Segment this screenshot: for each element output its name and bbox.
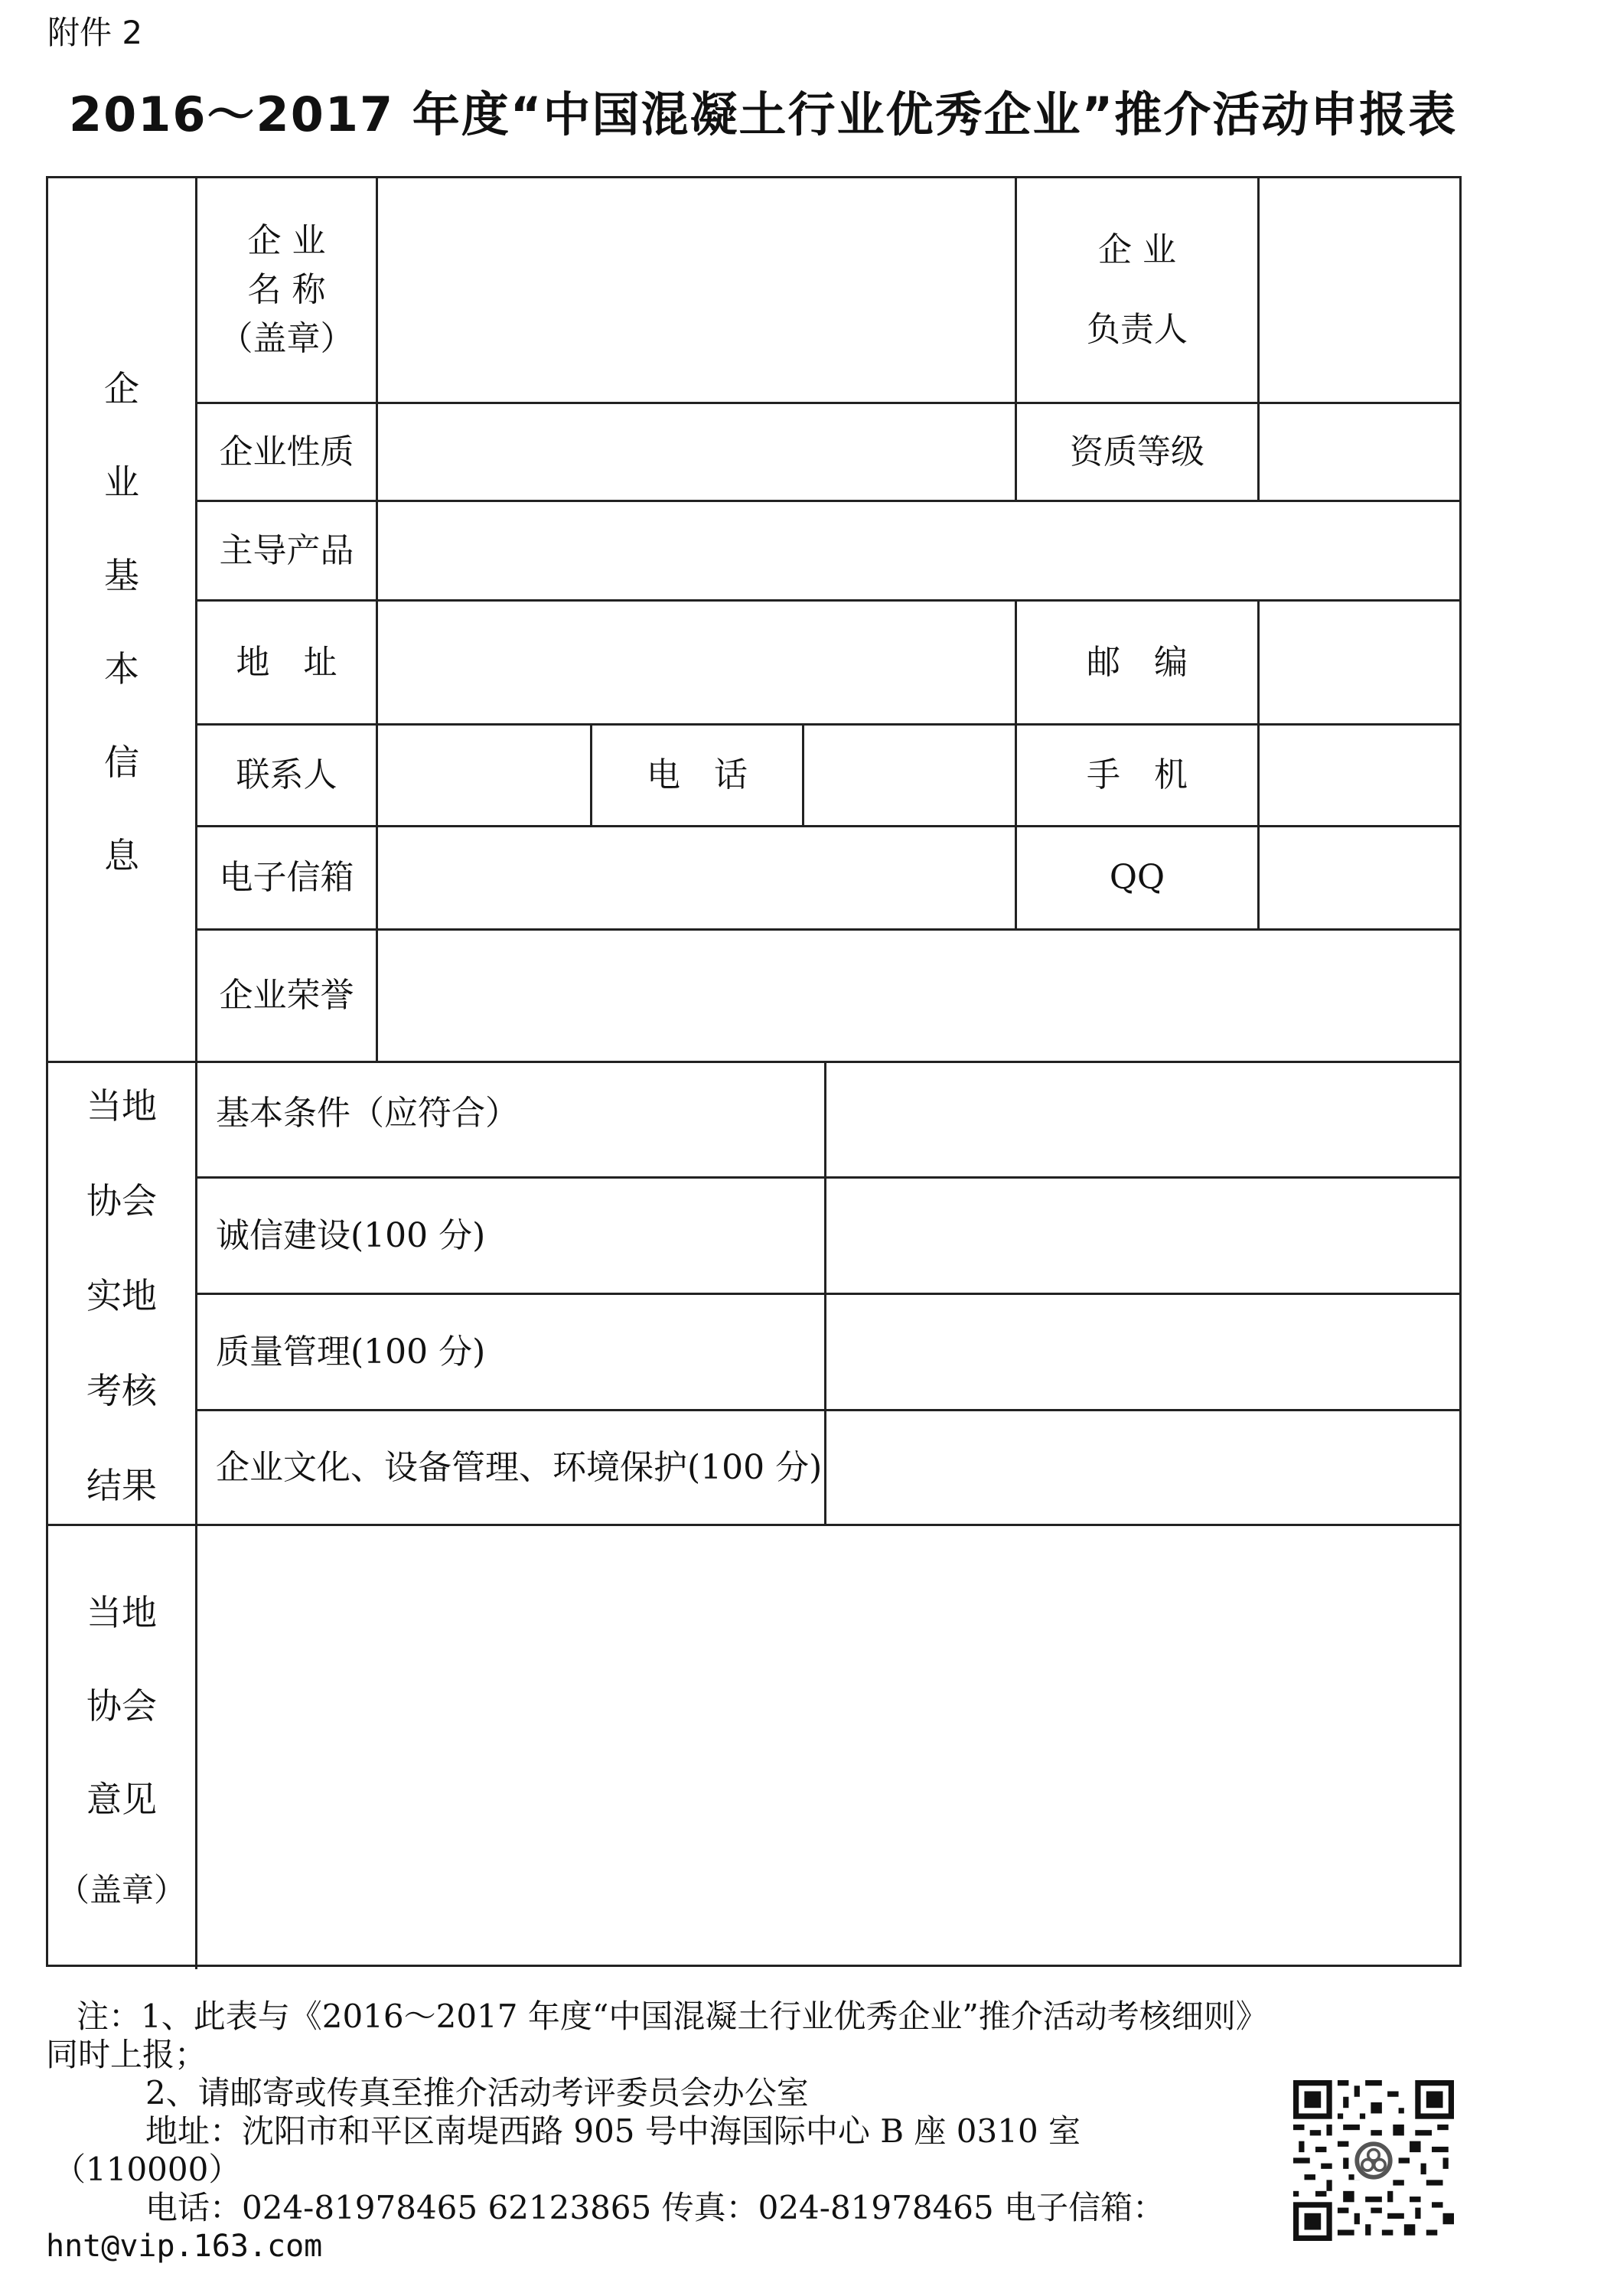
qualification-grade-field[interactable] (1260, 404, 1459, 500)
phone-label: 电 话 (647, 755, 748, 795)
postcode-label: 邮 编 (1087, 642, 1188, 682)
main-product-label: 主导产品 (219, 530, 354, 570)
local-association-opinion-field[interactable] (197, 1526, 1459, 1967)
note-line-6: 电话：024-81978465 62123865 传真：024-81978465 电子信箱： (145, 2189, 1165, 2226)
attachment-label: 附件 2 (47, 14, 143, 51)
application-form-table (46, 176, 1462, 1967)
note-line-3: 2、请邮寄或传真至推介活动考评委员会办公室 (145, 2074, 809, 2112)
form-title: 2016～2017 年度“中国混凝土行业优秀企业”推介活动申报表 (69, 86, 1458, 142)
email-label: 电子信箱 (219, 858, 354, 898)
responsible-person-field[interactable] (1260, 181, 1459, 402)
opinion-section-title: 当地 协会 意见 （盖章） (57, 1591, 186, 1909)
email-field[interactable] (378, 827, 1015, 928)
responsible-person-label: 企 业 负责人 (1087, 230, 1188, 349)
integrity-label: 诚信建设(100 分) (216, 1215, 486, 1255)
qq-field[interactable] (1260, 827, 1459, 928)
contact-person-field[interactable] (378, 726, 590, 825)
integrity-field[interactable] (826, 1179, 1459, 1293)
company-honor-field[interactable] (378, 931, 1459, 1061)
culture-equipment-environment-label: 企业文化、设备管理、环境保护(100 分) (216, 1447, 823, 1487)
address-field[interactable] (378, 602, 1015, 723)
qualification-grade-label: 资质等级 (1070, 432, 1204, 471)
note-line-1: 注：1、此表与《2016～2017 年度“中国混凝土行业优秀企业”推介活动考核细则》 (77, 1998, 1268, 2035)
qq-label: QQ (1109, 858, 1165, 898)
quality-management-label: 质量管理(100 分) (216, 1332, 486, 1371)
postcode-field[interactable] (1260, 602, 1459, 723)
note-line-5: （110000） (54, 2151, 241, 2188)
note-line-7: hnt@vip.163.com (46, 2229, 323, 2264)
note-line-2: 同时上报； (46, 2036, 207, 2073)
qr-code-icon (1293, 2080, 1454, 2241)
note-line-4: 地址：沈阳市和平区南堤西路 905 号中海国际中心 B 座 0310 室 (145, 2112, 1081, 2150)
phone-field[interactable] (804, 726, 1015, 825)
mobile-label: 手 机 (1087, 755, 1188, 795)
company-name-label: 企 业 名 称 （盖章） (219, 221, 354, 358)
contact-person-label: 联系人 (236, 755, 337, 795)
culture-equipment-environment-field[interactable] (826, 1411, 1459, 1524)
notes (46, 1998, 1270, 2265)
quality-management-field[interactable] (826, 1295, 1459, 1409)
company-nature-field[interactable] (378, 404, 1015, 500)
basic-info-section-title: 企 业 基 本 信 息 (104, 367, 139, 876)
company-honor-label: 企业荣誉 (219, 976, 354, 1016)
address-label: 地 址 (236, 642, 337, 682)
company-nature-label: 企业性质 (219, 432, 354, 471)
review-section-title: 当地 协会 实地 考核 结果 (86, 1085, 157, 1506)
mobile-field[interactable] (1260, 726, 1459, 825)
basic-conditions-field[interactable] (826, 1063, 1459, 1176)
company-name-field[interactable] (378, 181, 1015, 402)
main-product-field[interactable] (378, 502, 1459, 599)
basic-conditions-label: 基本条件（应符合） (216, 1094, 519, 1133)
